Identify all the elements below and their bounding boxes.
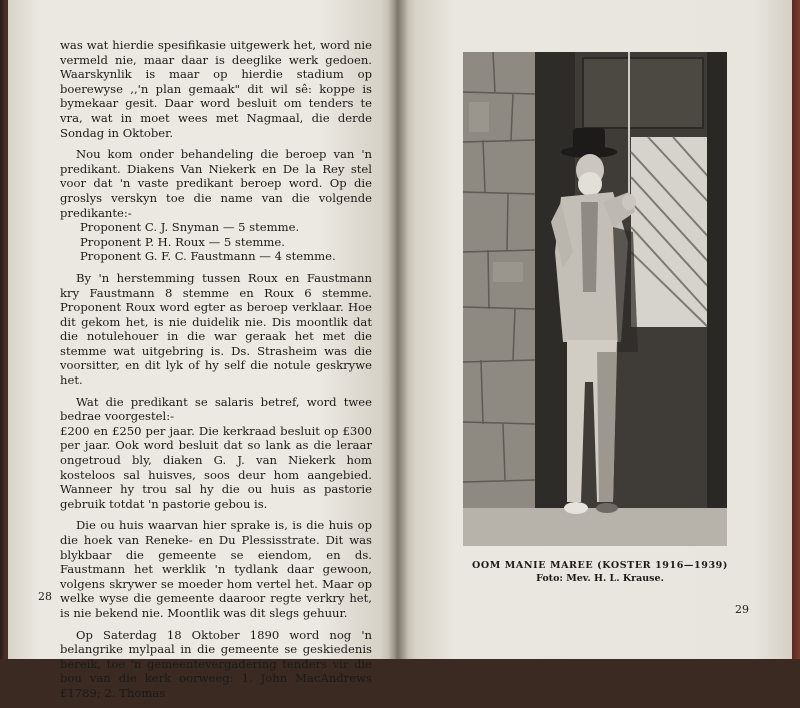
- caption-credit: Foto: Mev. H. L. Krause.: [536, 573, 664, 584]
- page-number-right: 29: [735, 603, 749, 616]
- candidate-line: Proponent P. H. Roux — 5 stemme.: [80, 234, 285, 249]
- paragraph: was wat hierdie spesifikasie uitgewerk het, word nie vermeld nie, maar daar is deeglike werk gedoen. Waarskynlik is maar op hierdie stadium op boerewyse ,,'n plan gemaak" dit wil sê: koppe is bymekaar gesit. Daar word besluit om tenders te vra, wat in moet wees met Nagmaal, die derde Sondag in Oktober.: [60, 38, 372, 140]
- paragraph: Wat die predikant se salaris betref, word twee bedrae voorgestel:-: [60, 394, 372, 424]
- paragraph: £200 en £250 per jaar. Die kerkraad besluit op £300 per jaar. Ook word besluit dat so lank as die leraar ongetroud bly, diaken G. J. van Niekerk hom kosteloos sal huisves, soos deur hom aangebied. Wanneer hy trou sal hy die ou huis as pastorie gebruik totdat 'n pastorie gebou is.: [60, 423, 372, 511]
- caption-title: OOM MANIE MAREE (KOSTER 1916—1939): [472, 560, 728, 571]
- paragraph: Die ou huis waarvan hier sprake is, is die huis op die hoek van Reneke- en Du Plessisstrate. Dit was blykbaar die gemeente se eiendom, en ds. Faustmann het werklik 'n tydlank daar gewoon, volgens skrywer se moeder hom vertel het. Maar op welke wyse die gemeente daaroor regte verkry het, is nie bekend nie. Moontlik was dit slegs gehuur.: [60, 518, 372, 620]
- photograph-of-koster: [463, 52, 727, 546]
- paragraph: Nou kom onder behandeling die beroep van 'n predikant. Diakens Van Niekerk en De la Rey stel voor dat 'n vaste predikant beroep word. Op die groslys verskyn toe die name van die volgende predikante:-: [60, 147, 372, 220]
- candidate-line: Proponent C. J. Snyman — 5 stemme.: [80, 220, 300, 235]
- candidate-line: Proponent G. F. C. Faustmann — 4 stemme.: [80, 249, 336, 264]
- paragraph: By 'n herstemming tussen Roux en Faustmann kry Faustmann 8 stemme en Roux 6 stemme. Proponent Roux word egter as beroep verklaar. Hoe dit gekom het, is nie duidelik nie. Dis moontlik dat die notulehouer in die war geraak het met die stemme wat uitgebring is. Ds. Strasheim was die voorsitter, en dit lyk of hy self die notule geskrywe het.: [60, 270, 372, 388]
- page-number-left: 28: [38, 590, 52, 603]
- paragraph: Op Saterdag 18 Oktober 1890 word nog 'n belangrike mylpaal in die gemeente se geskiedenis bereik, toe 'n gemeentevergadering tenders vir die bou van die kerk oorweeg: 1. John MacAndrews £1789; 2. Thomas: [60, 627, 372, 700]
- photo-caption: [470, 560, 730, 584]
- book-edge: [792, 0, 800, 659]
- left-page: [8, 0, 396, 700]
- left-page-body: [60, 38, 372, 708]
